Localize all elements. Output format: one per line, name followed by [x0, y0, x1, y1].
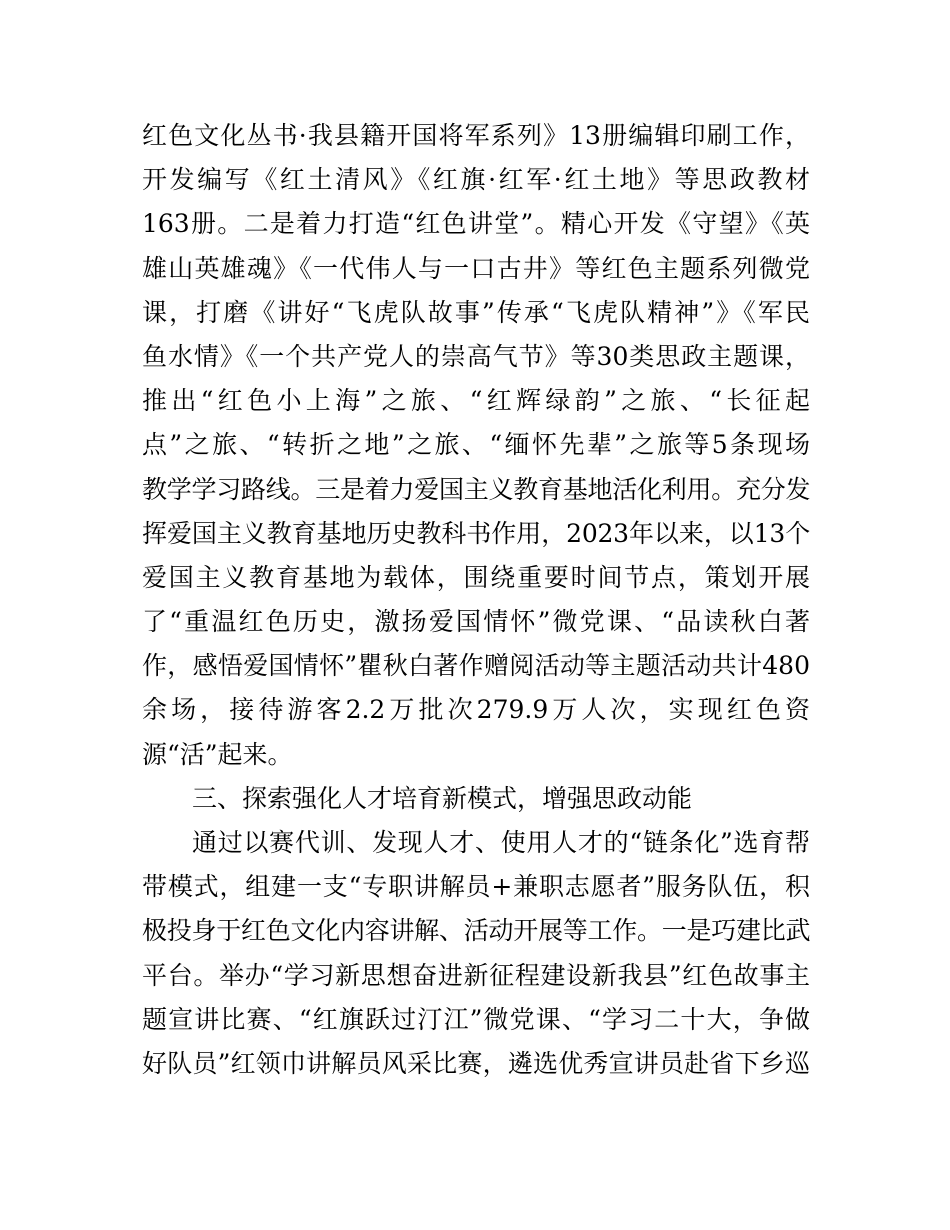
text-line: 163册。二是着力打造“红色讲堂”。精心开发《守望》《英	[142, 209, 810, 239]
text-line: 红色文化丛书·我县籍开国将军系列》13册编辑印刷工作，	[142, 121, 810, 150]
document-body	[142, 114, 810, 1086]
text-line: 余场，接待游客2.2万批次279.9万人次，实现红色资	[142, 695, 810, 725]
text-line: 鱼水情》《一个共产党人的崇高气节》等30类思政主题课，	[142, 341, 810, 371]
text-line: 了“重温红色历史，激扬爱国情怀”微党课、“品读秋白著	[142, 607, 810, 637]
section-heading: 三、探索强化人才培育新模式，增强思政动能	[192, 783, 693, 813]
text-line: 源“活”起来。	[142, 739, 293, 769]
text-line: 课，打磨《讲好“飞虎队故事”传承“飞虎队精神”》《军民	[142, 297, 810, 327]
text-line: 教学学习路线。三是着力爱国主义教育基地活化利用。充分发	[142, 474, 811, 504]
text-line: 挥爱国主义教育基地历史教科书作用，2023年以来，以13个	[142, 518, 810, 548]
text-line: 点”之旅、“转折之地”之旅、“缅怀先辈”之旅等5条现场	[142, 430, 810, 460]
text-line: 爱国主义教育基地为载体，围绕重要时间节点，策划开展	[142, 562, 810, 592]
text-line: 极投身于红色文化内容讲解、活动开展等工作。一是巧建比武	[142, 916, 811, 946]
text-line: 平台。举办“学习新思想奋进新征程建设新我县”红色故事主	[142, 960, 810, 990]
text-line: 好队员”红领巾讲解员风采比赛，遴选优秀宣讲员赴省下乡巡	[142, 1048, 810, 1078]
text-line: 推出“红色小上海”之旅、“红辉绿韵”之旅、“长征起	[142, 386, 810, 416]
text-line: 雄山英雄魂》《一代伟人与一口古井》等红色主题系列微党	[142, 253, 810, 283]
text-line: 开发编写《红土清风》《红旗·红军·红土地》等思政教材	[142, 165, 810, 195]
text-line: 带模式，组建一支“专职讲解员+兼职志愿者”服务队伍，积	[142, 872, 810, 902]
text-line: 题宣讲比赛、“红旗跃过汀江”微党课、“学习二十大，争做	[142, 1004, 810, 1034]
text-line: 通过以赛代训、发现人才、使用人才的“链条化”选育帮	[192, 828, 810, 857]
text-line: 作，感悟爱国情怀”瞿秋白著作赠阅活动等主题活动共计480	[142, 651, 810, 681]
